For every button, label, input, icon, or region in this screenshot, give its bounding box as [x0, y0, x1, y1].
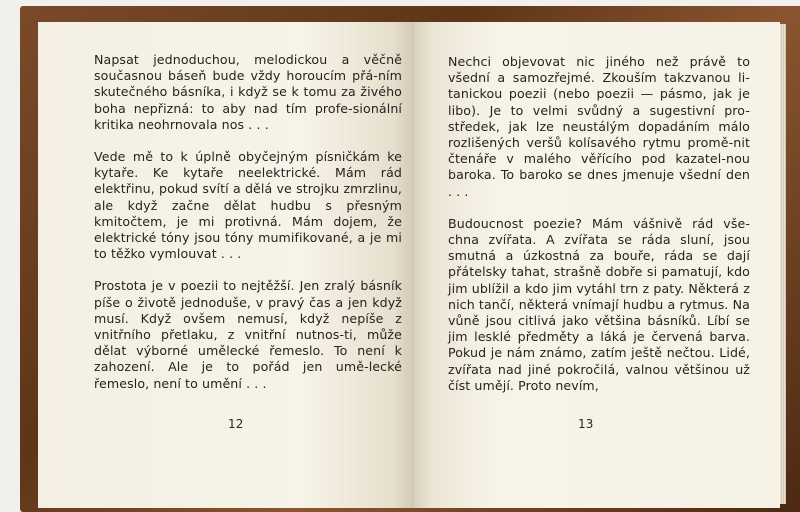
left-page: [38, 22, 416, 508]
paragraph: Prostota je v poezii to nejtěžší. Jen zralý básník píše o životě jednoduše, v pravý čas a jen když musí. Když ovšem nemusí, když nepíše z vnitřního přetlaku, z vnitřní nutnos-ti, může dělat výborné umělecké řemeslo. To není k zahození. Ale je to pořád jen umě-lecké řemeslo, není to umění . . .: [94, 278, 402, 391]
paragraph: Vede mě to k úplně obyčejným písničkám ke kytaře. Ke kytaře neelektrické. Mám rád elektřinu, pokud svítí a dělá ve strojku zmrzlinu, ale když začne dělat hudbu s přesným kmitočtem, je mi protivná. Mám dojem, že elektrické tóny jsou tóny mumifikované, a je mi to těžko vymlouvat . . .: [94, 149, 402, 262]
paragraph: Budoucnost poezie? Mám vášnivě rád vše-chna zvířata. A zvířata se ráda sluní, jsou smutná a úzkostná za bouře, ráda se dají přátelsky tahat, strašně dobře si pamatují, kdo jim ublížil a kdo jim vytáhl trn z paty. Některá z nich tančí, některá vnímají hudbu a rytmus. Na vůně jsou citlivá jako většina básníků. Líbí se jim lesklé předměty a láká je červená barva. Pokud je nám známo, zatím ještě nečtou. Lidé, zvířata nad jiné pokročilá, valnou většinou už číst umějí. Proto nevím,: [448, 215, 750, 393]
right-page: [414, 22, 780, 508]
page-number: 12: [228, 416, 244, 431]
paragraph: Nechci objevovat nic jiného než právě to všední a samozřejmé. Zkouším takzvanou li-tanickou poezii (nebo poezii — pásmo, jak je libo). Je to velmi svůdný a sugestivní pro-středek, jak lze neustálým dopadáním málo rozlišených veršů kolísavého rytmu promě-nit čtenáře v malého věřícího pod kazatel-nou baroka. To baroko se dnes jmenuje všední den . . .: [448, 54, 750, 199]
paragraph: Napsat jednoduchou, melodickou a věčně současnou báseň bude vždy horoucím přá-ním skutečného básníka, i když se k tomu za živého boha nepřizná: to aby nad tím profe-sionální kritika neohrnovala nos . . .: [94, 52, 402, 132]
page-number: 13: [578, 416, 594, 431]
